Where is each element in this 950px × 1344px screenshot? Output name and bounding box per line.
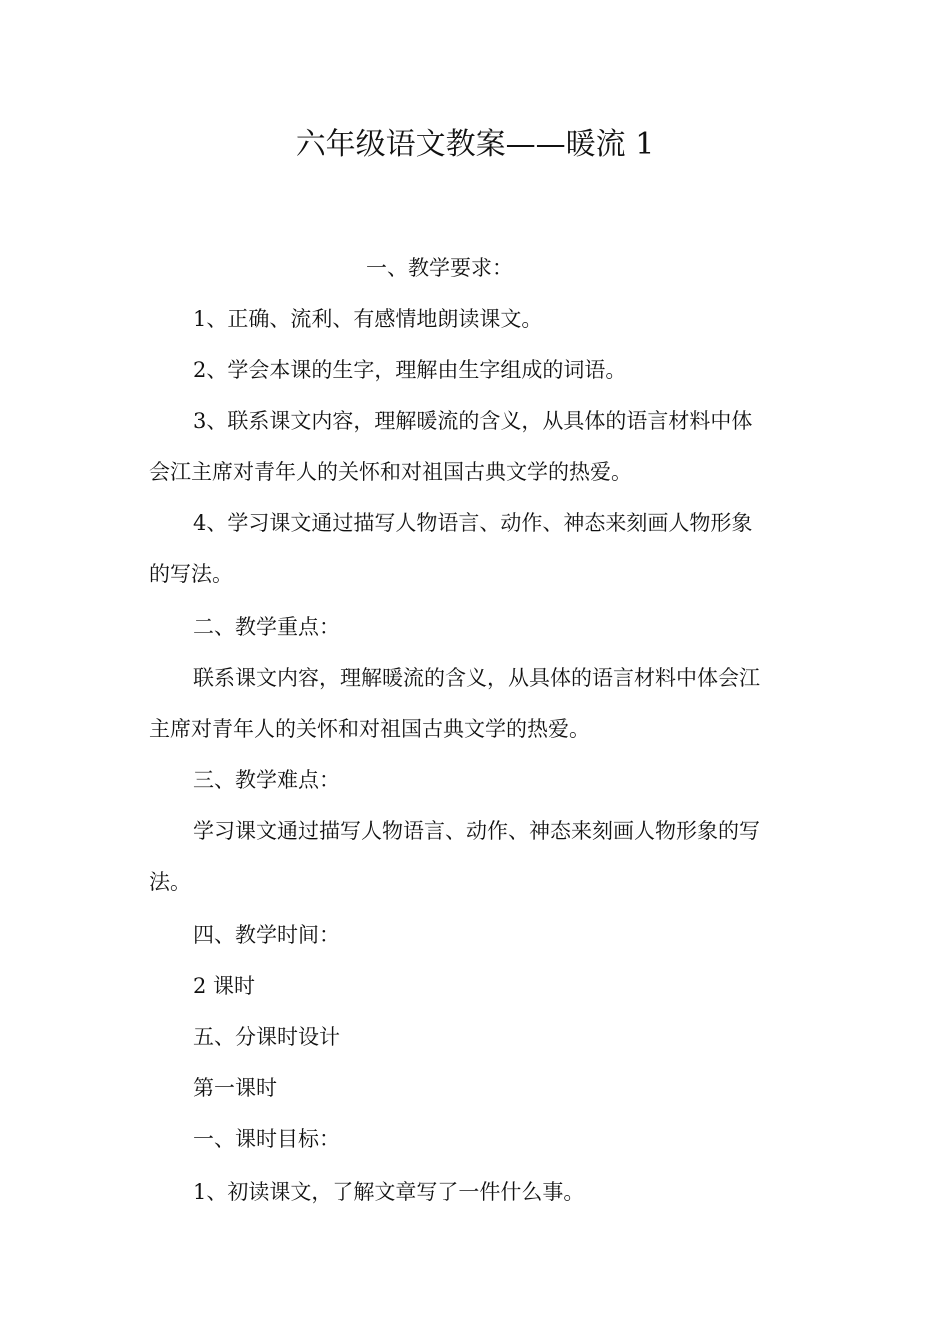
time-text: 2 课时	[193, 974, 256, 998]
requirement-item-3-line2: 会江主席对青年人的关怀和对祖国古典文学的热爱。	[149, 460, 632, 484]
requirement-item-4-line1: 4、学习课文通过描写人物语言、动作、神态来刻画人物形象	[193, 511, 753, 535]
section-heading-requirements: 一、教学要求：	[366, 256, 513, 280]
requirement-item-1: 1、正确、流利、有感情地朗读课文。	[193, 307, 543, 331]
focus-text-line1: 联系课文内容，理解暖流的含义，从具体的语言材料中体会江	[193, 666, 760, 690]
requirement-item-2: 2、学会本课的生字，理解由生字组成的词语。	[193, 358, 627, 382]
focus-text-line2: 主席对青年人的关怀和对祖国古典文学的热爱。	[149, 717, 590, 741]
difficulty-text-line1: 学习课文通过描写人物语言、动作、神态来刻画人物形象的写	[193, 819, 760, 843]
objective-item-1: 1、初读课文，了解文章写了一件什么事。	[193, 1180, 585, 1204]
section-heading-focus: 二、教学重点：	[193, 615, 340, 639]
objectives-heading: 一、课时目标：	[193, 1127, 340, 1151]
section-heading-difficulty: 三、教学难点：	[193, 768, 340, 792]
section-heading-lesson-design: 五、分课时设计	[193, 1025, 340, 1049]
requirement-item-3-line1: 3、联系课文内容，理解暖流的含义，从具体的语言材料中体	[193, 409, 753, 433]
difficulty-text-line2: 法。	[149, 870, 191, 894]
requirement-item-4-line2: 的写法。	[149, 562, 233, 586]
page-title: 六年级语文教案——暖流 1	[295, 127, 655, 162]
lesson-one-heading: 第一课时	[193, 1076, 277, 1100]
section-heading-time: 四、教学时间：	[193, 923, 340, 947]
